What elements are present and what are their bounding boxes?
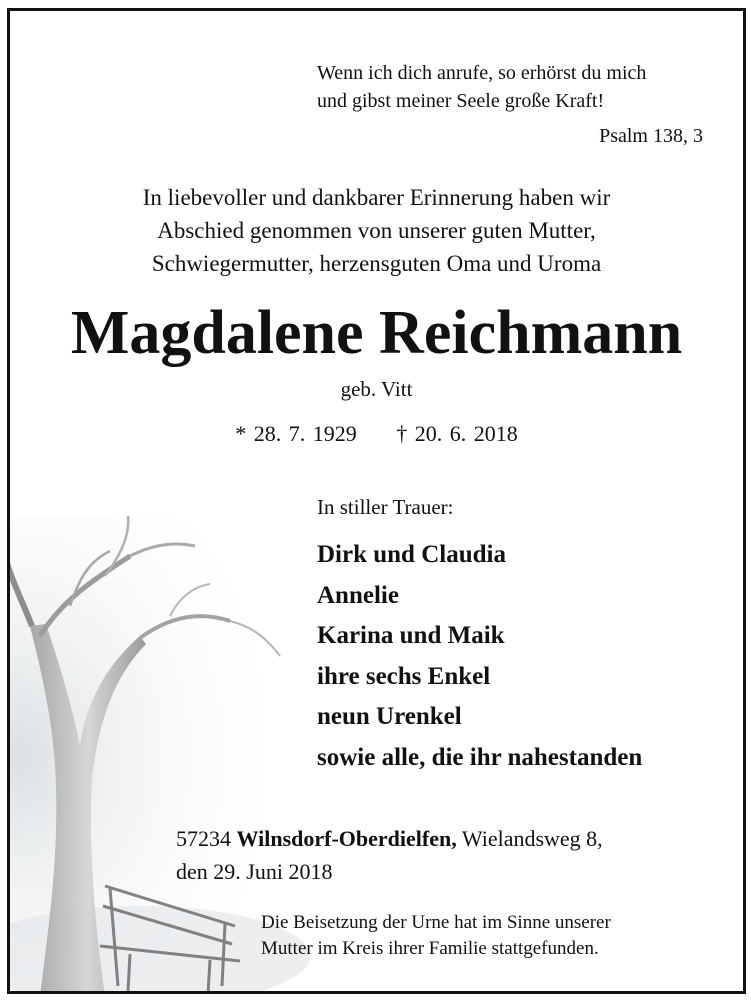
verse-line-1: Wenn ich dich anrufe, so erhörst du mich (317, 62, 647, 84)
mourner-item: ihre sechs Enkel (317, 662, 491, 690)
address-line (176, 822, 603, 855)
intro-line-2: Abschied genommen von unserer guten Mutter, (157, 218, 596, 243)
verse-reference: Psalm 138, 3 (599, 125, 703, 147)
birth-date: * 28. 7. 1929 (235, 421, 357, 446)
town-name: Wilnsdorf-Oberdielfen, (236, 826, 457, 851)
bible-verse (317, 59, 697, 115)
mourner-item: Annelie (317, 581, 399, 609)
verse-line-2: und gibst meiner Seele große Kraft! (317, 90, 605, 112)
mourner-item: neun Urenkel (317, 703, 462, 730)
street: Wielandsweg 8, (461, 826, 603, 851)
life-dates (10, 421, 743, 447)
obituary-frame (7, 8, 746, 994)
maiden-name: geb. Vitt (340, 377, 413, 401)
death-date: † 20. 6. 2018 (396, 421, 518, 446)
address-block (176, 822, 603, 888)
mourner-item: Karina und Maik (317, 622, 505, 649)
mourner-item: sowie alle, die ihr nahestanden (317, 743, 643, 771)
notice-date: den 29. Juni 2018 (176, 859, 333, 884)
funeral-line-1: Die Beisetzung der Urne hat im Sinne unserer (261, 912, 611, 933)
intro-line-3: Schwiegermutter, herzensguten Oma und Uroma (151, 251, 602, 276)
postal-code: 57234 (176, 826, 231, 851)
intro-line-1: In liebevoller und dankbarer Erinnerung haben wir (142, 185, 611, 210)
funeral-line-2: Mutter im Kreis ihrer Familie stattgefunden. (261, 938, 599, 959)
deceased-name: Magdalene Reichmann (70, 299, 683, 367)
funeral-note (261, 910, 701, 962)
mourner-item: Dirk und Claudia (317, 541, 506, 568)
mourning-heading: In stiller Trauer: (317, 495, 454, 519)
mourners-list (317, 535, 642, 778)
intro-text (10, 181, 743, 280)
